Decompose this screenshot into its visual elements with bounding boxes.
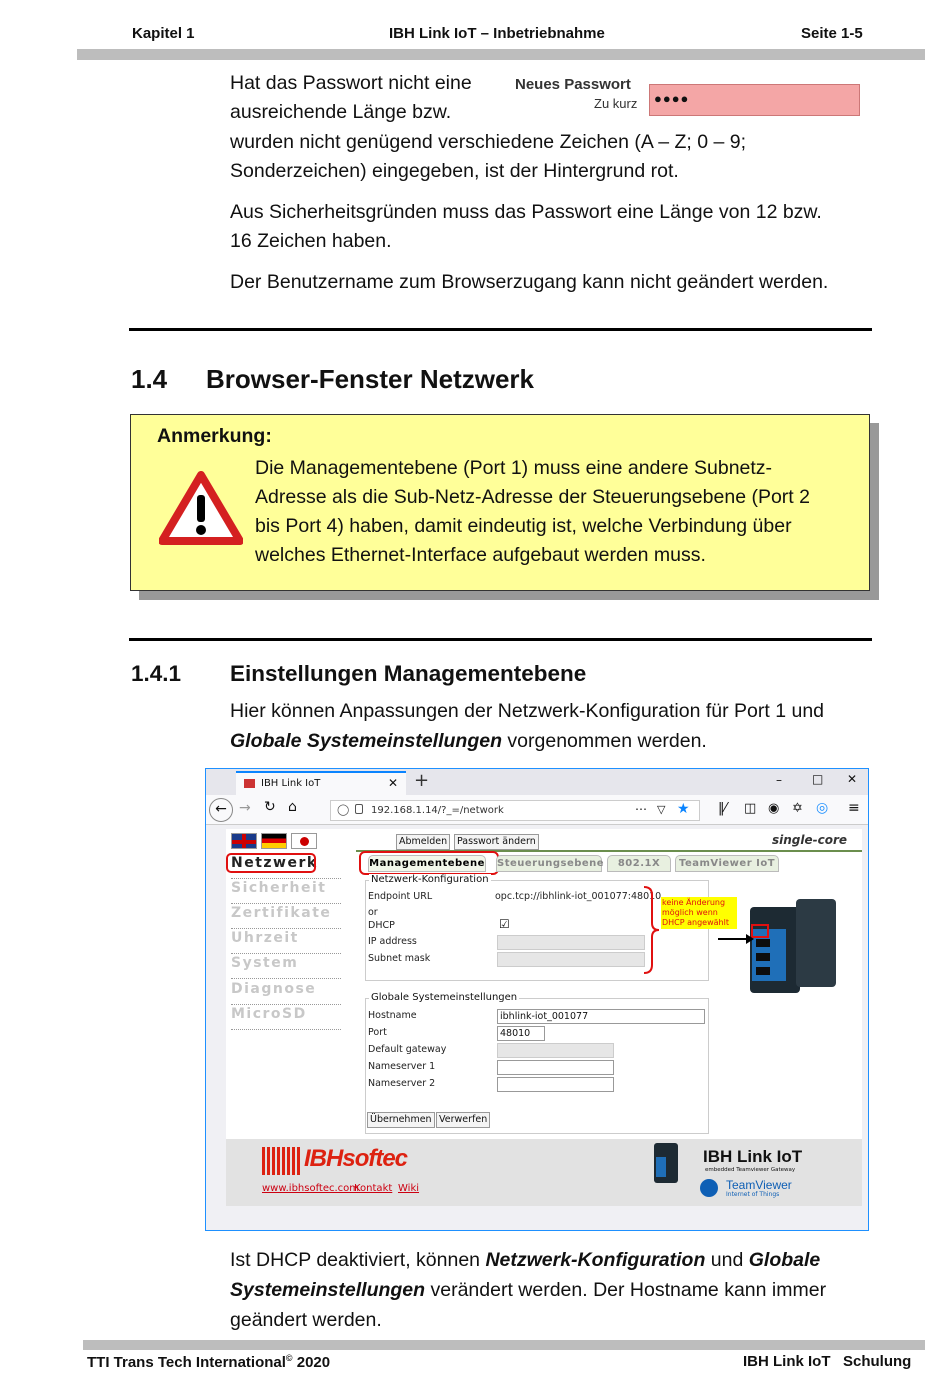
menu-icon[interactable]: ≡ <box>848 800 860 816</box>
warning-icon <box>159 471 243 545</box>
teamviewer-label: TeamViewer <box>726 1178 792 1192</box>
subsection-line-2-rest: vorgenommen werden. <box>502 730 707 752</box>
footer-right: IBH Link IoT Schulung <box>743 1353 912 1370</box>
tab-steuerungsebene[interactable]: Steuerungsebene <box>496 855 602 872</box>
footer-left <box>87 1353 330 1371</box>
website-link[interactable]: www.ibhsoftec.com <box>262 1183 360 1194</box>
gateway-input[interactable] <box>497 1043 614 1058</box>
bold-term: Systemeinstellungen <box>230 1279 426 1301</box>
text: verändert werden. Der Hostname kann immer <box>425 1279 827 1301</box>
back-icon[interactable]: ← <box>209 798 233 822</box>
favicon-icon <box>244 779 255 788</box>
divider <box>129 638 872 641</box>
intro-line-2: ausreichende Länge bzw. <box>230 101 452 123</box>
password-hint: Zu kurz <box>594 96 638 111</box>
bold-term: Globale Systemeinstellungen <box>230 730 502 752</box>
or-label: or <box>368 907 378 918</box>
logo-part: softec <box>342 1145 408 1172</box>
section-number: 1.4 <box>131 364 168 394</box>
document-title: IBH Link IoT – Inbetriebnahme <box>389 25 605 42</box>
network-config-legend: Netzwerk-Konfiguration <box>371 874 489 885</box>
nameserver1-input[interactable] <box>497 1060 614 1075</box>
sidebar-icon[interactable]: ◫ <box>744 801 757 816</box>
note-line: welches Ethernet-Interface aufgebaut werden muss. <box>255 544 706 566</box>
product-subtitle: embedded Teamviewer Gateway <box>705 1167 796 1173</box>
highlight-netzwerk <box>226 853 316 873</box>
nameserver1-label: Nameserver 1 <box>368 1061 436 1072</box>
text: Ist DHCP deaktiviert, können <box>230 1249 486 1271</box>
header-bar <box>77 49 925 60</box>
section-title: Browser-Fenster Netzwerk <box>206 364 534 394</box>
nav-label: MicroSD <box>231 1006 307 1022</box>
change-password-button[interactable]: Passwort ändern <box>454 834 539 850</box>
outro-line-2 <box>230 1276 826 1306</box>
mode-label: single-core <box>772 833 848 847</box>
tab-8021x[interactable]: 802.1X <box>607 855 671 872</box>
nav-label: Netzwerk <box>231 855 318 871</box>
device-thumbnail <box>654 1143 678 1183</box>
product-name: IBH Link IoT <box>703 1147 803 1166</box>
new-tab-icon[interactable]: + <box>414 770 430 791</box>
ibh-logo-stripes-icon <box>262 1147 302 1175</box>
footer-bar <box>83 1340 925 1350</box>
port-label: Port <box>368 1027 387 1038</box>
endpoint-label: Endpoint URL <box>368 891 433 902</box>
para-username: Der Benutzername zum Browserzugang kann nicht geändert werden. <box>230 271 829 293</box>
nameserver2-input[interactable] <box>497 1077 614 1092</box>
hostname-input[interactable]: ibhlink-iot_001077 <box>497 1009 705 1024</box>
note-body <box>255 454 865 570</box>
intro-line-3: wurden nicht genügend verschiedene Zeichen (A – Z; 0 – 9; <box>230 131 746 153</box>
logout-button[interactable]: Abmelden <box>396 834 450 850</box>
ip-label: IP address <box>368 936 417 947</box>
mask-field[interactable] <box>497 952 645 967</box>
nav-item-diagnose[interactable] <box>231 981 341 1005</box>
home-icon[interactable]: ⌂ <box>288 799 297 815</box>
tab-teamviewer[interactable]: TeamViewer IoT <box>675 855 779 872</box>
tab-managementebene[interactable]: Managementebene <box>368 855 486 872</box>
logo-part: IBH <box>304 1145 343 1172</box>
intro-line-1: Hat das Passwort nicht eine <box>230 72 472 94</box>
nav-label: Diagnose <box>231 981 317 997</box>
subsection-line-1: Hier können Anpassungen der Netzwerk-Konfiguration für Port 1 und <box>230 700 825 722</box>
annotation-note: keine Änderung möglich wenn DHCP angewählt <box>661 897 737 929</box>
nav-item-system[interactable] <box>231 955 341 979</box>
tab-close-icon[interactable]: ✕ <box>388 776 399 790</box>
minimize-icon[interactable]: – <box>776 773 782 787</box>
german-flag-icon[interactable] <box>261 833 287 849</box>
subsection-title: Einstellungen Managementebene <box>230 661 587 686</box>
outro-line-1 <box>230 1246 820 1276</box>
subsection-number: 1.4.1 <box>131 661 182 686</box>
global-settings-legend: Globale Systemeinstellungen <box>371 992 518 1003</box>
library-icon[interactable]: ‖⁄ <box>718 801 727 816</box>
ip-field[interactable] <box>497 935 645 950</box>
apply-button[interactable]: Übernehmen <box>367 1112 435 1128</box>
nameserver2-label: Nameserver 2 <box>368 1078 436 1089</box>
device-image <box>738 889 848 999</box>
nav-item-microsd[interactable] <box>231 1006 341 1030</box>
para-length-1: Aus Sicherheitsgründen muss das Passwort eine Länge von 12 bzw. <box>230 201 822 223</box>
text: und <box>705 1249 749 1271</box>
nav-label: Sicherheit <box>231 880 327 896</box>
logo <box>304 1145 407 1173</box>
arrow-icon <box>718 934 754 944</box>
page-number: Seite 1-5 <box>801 25 863 42</box>
footer-company: TTI Trans Tech International <box>87 1354 286 1371</box>
nav-item-sicherheit[interactable] <box>231 880 341 904</box>
shield-icon: ◯ <box>337 803 350 816</box>
bold-term: Globale <box>748 1249 821 1271</box>
port-input[interactable]: 48010 <box>497 1026 545 1041</box>
footer-year: 2020 <box>292 1354 331 1371</box>
teamviewer-subtitle: Internet of Things <box>726 1191 780 1198</box>
bookmark-star-icon[interactable]: ★ <box>677 801 690 817</box>
nav-label: Zertifikate <box>231 905 332 921</box>
mask-label: Subnet mask <box>368 953 431 964</box>
subsection-line-2 <box>230 727 707 757</box>
password-label: Neues Passwort <box>515 76 631 93</box>
contact-link[interactable]: Kontakt <box>354 1183 393 1194</box>
endpoint-value: opc.tcp://ibhlink-iot_001077:48010 <box>495 891 662 902</box>
url-text: 192.168.1.14/?_=/network <box>371 805 504 816</box>
window-close-icon[interactable]: ✕ <box>847 772 858 786</box>
copyright-mark: © <box>285 1353 293 1363</box>
nav-item-zertifikate[interactable] <box>231 905 341 929</box>
discard-button[interactable]: Verwerfen <box>436 1112 490 1128</box>
browser-screenshot <box>205 768 869 1231</box>
tab-title: IBH Link IoT <box>261 778 321 789</box>
highlight-tab <box>359 851 499 875</box>
lock-icon <box>355 804 363 814</box>
uk-flag-icon[interactable] <box>231 833 257 849</box>
bold-term: Netzwerk-Konfiguration <box>485 1249 706 1271</box>
nav-label: Uhrzeit <box>231 930 299 946</box>
intro-line-4: Sonderzeichen) eingegeben, ist der Hintergrund rot. <box>230 160 679 182</box>
note-title: Anmerkung: <box>157 425 272 447</box>
browser-tab[interactable] <box>236 771 406 795</box>
password-field[interactable]: ●●●● <box>649 84 860 116</box>
note-line: bis Port 4) haben, damit eindeutig ist, welche Verbindung über <box>255 515 792 537</box>
nav-item-uhrzeit[interactable] <box>231 930 341 954</box>
dhcp-checkbox[interactable]: ☑ <box>499 917 510 931</box>
hostname-label: Hostname <box>368 1010 417 1021</box>
divider <box>129 328 872 331</box>
more-icon[interactable]: ⋯ <box>635 802 647 816</box>
note-box <box>130 414 870 591</box>
extension-icon[interactable]: ✡ <box>792 801 803 816</box>
wiki-link[interactable]: Wiki <box>398 1183 420 1194</box>
dhcp-label: DHCP <box>368 920 395 931</box>
gateway-label: Default gateway <box>368 1044 447 1055</box>
account-icon[interactable]: ◉ <box>768 801 780 816</box>
teamviewer-icon <box>700 1179 718 1197</box>
outro-line-3: geändert werden. <box>230 1309 382 1331</box>
addon-icon[interactable]: ◎ <box>816 800 829 816</box>
reload-icon[interactable]: ↻ <box>264 799 276 815</box>
brace-icon <box>642 885 662 975</box>
note-line: Adresse als die Sub-Netz-Adresse der Steuerungsebene (Port 2 <box>255 486 810 508</box>
japan-flag-icon[interactable] <box>291 833 317 849</box>
nav-label: System <box>231 955 299 971</box>
para-length-2: 16 Zeichen haben. <box>230 230 392 252</box>
pocket-icon[interactable]: ▽ <box>657 803 666 816</box>
address-bar[interactable] <box>330 800 700 821</box>
chapter-label: Kapitel 1 <box>132 25 195 42</box>
note-line: Die Managementebene (Port 1) muss eine andere Subnetz- <box>255 457 773 479</box>
maximize-icon[interactable]: □ <box>812 772 824 786</box>
forward-icon[interactable]: → <box>239 800 251 816</box>
